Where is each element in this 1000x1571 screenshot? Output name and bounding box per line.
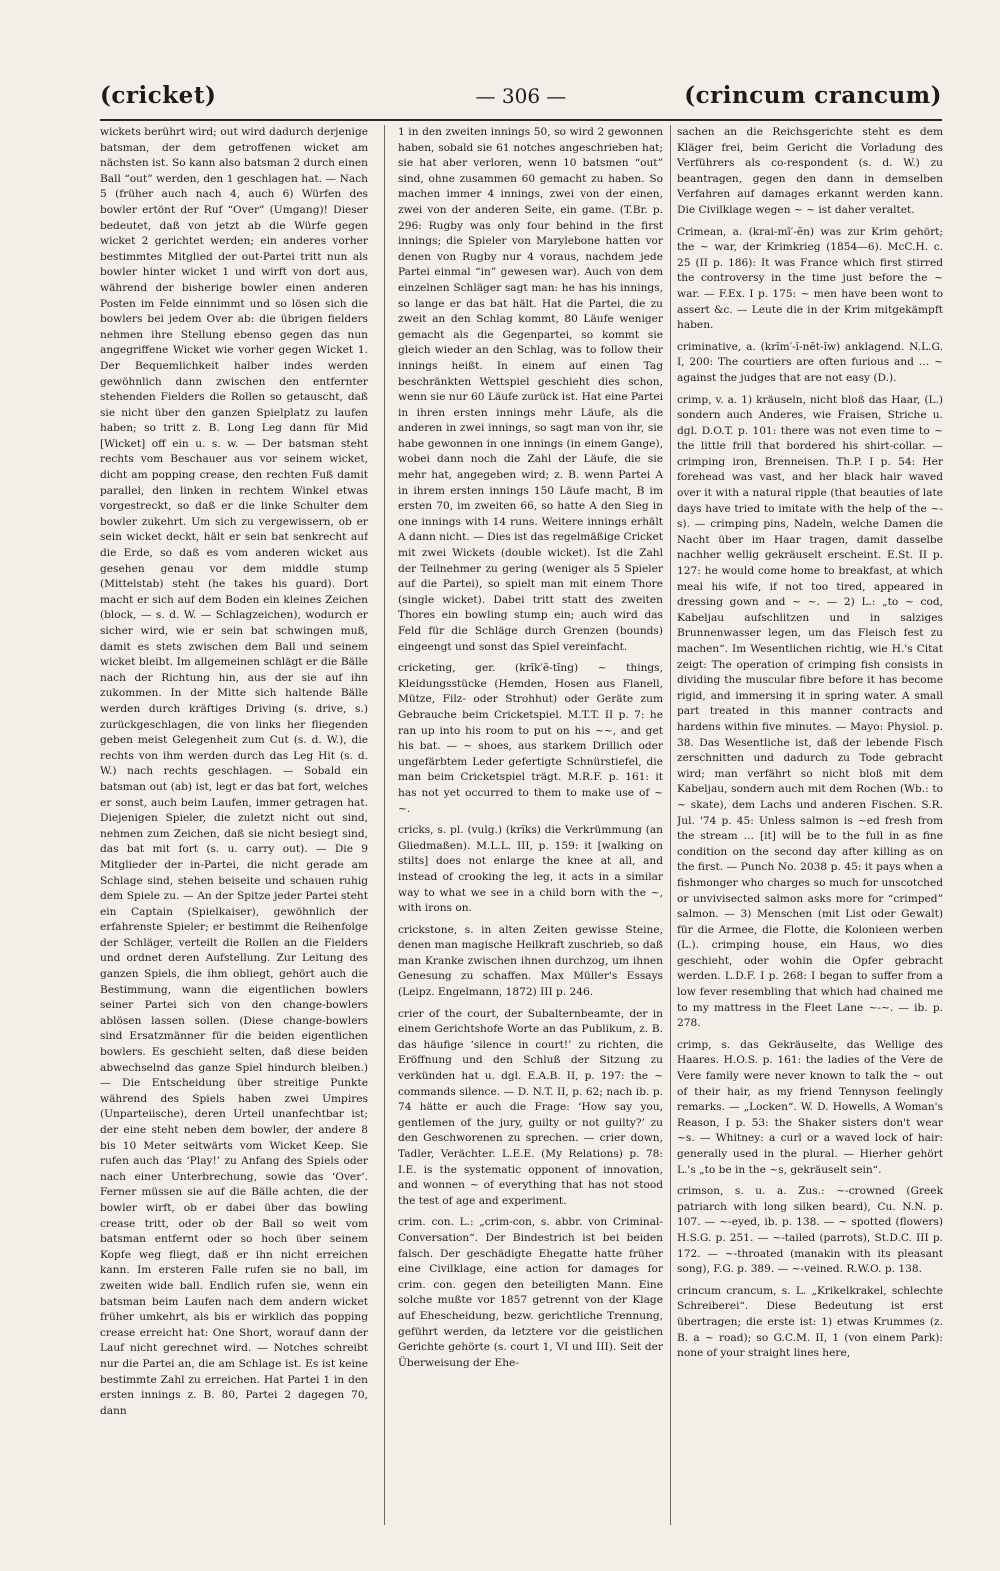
entry-crincum-crancum	[677, 1284, 943, 1362]
column-3	[677, 125, 943, 1525]
entry-crier	[398, 1007, 663, 1210]
entry-text: criminative, a. (krĭm′-ĭ-nĕt-ĭw) anklagend. N.L.G. I, 200: The courtiers are often furious and … ~ against the judges that are not easy (D.).	[677, 340, 943, 384]
header-rule	[100, 119, 942, 121]
entry-crimp-verb	[677, 393, 943, 1032]
page-header	[100, 82, 942, 116]
entry-text: cricks, s. pl. (vulg.) (krĭks) die Verkrümmung (an Gliedmaßen). M.L.L. III, p. 159: it [walking on stilts] does not enlarge the knee at all, and instead of crooking the leg, it acts in a similar way to what we see in a child born with the ~, with irons on.	[398, 824, 663, 915]
entry-text: crier of the court, der Subalternbeamte, der in einem Gerichtshofe Worte an das Publikum, z. B. das häufige ‘silence in court!’ zu richten, die Eröffnung und den Schluß der Sitzung zu verkünden hat u. dgl. E.A.B. II, p. 197: the ~ commands silence. — D. N.T. II, p. 62; nach ib. p. 74 hätte er auch die Frage: ‘How say you, gentlemen of the jury, guilty or not guilty?’ zu den Geschworenen zu sprechen. — crier down, Tadler, Verächter. L.E.E. (My Relations) p. 78: I.E. is the systematic opponent of innovation, and wonnen ~ of everything that has not stood the test of age and experiment.	[398, 1007, 663, 1207]
column-divider-1	[384, 125, 385, 1525]
entry-text: crimp, s. das Gekräuselte, das Wellige des Haares. H.O.S. p. 161: the ladies of the Vere de Vere family were never known to talk the ~ out of their hair, as my friend Tennyson feelingly remarks. — „Locken“. W. D. Howells, A Woman's Reason, I p. 53: the Shaker sisters don't wear ~s. — Whitney: a curl or a waved lock of hair: generally used in the plural. — Hierher gehört L.'s „to be in the ~s, gekräuselt sein“.	[677, 1038, 943, 1176]
entry-crickstone	[398, 923, 663, 1001]
page-number: — 306 —	[475, 84, 567, 108]
entry-text: crickstone, s. in alten Zeiten gewisse Steine, denen man magische Heilkraft zuschrieb, so daß man Kranke zwischen ihnen durchzog, um ihnen Genesung zu schaffen. Max Müller's Essays (Leipz. Engelmann, 1872) III p. 246.	[398, 923, 663, 999]
entry-text: Crimean, a. (krai-mī′-ĕn) was zur Krim gehört; the ~ war, der Krimkrieg (1854—6). McC.H. c. 25 (II p. 186): It was France which first stirred the controversy in the time just before the ~ war. — F.Ex. I p. 175: ~ men have been wont to assert &c. — Leute die in der Krim mitgekämpft haben.	[677, 225, 943, 332]
entry-text: crimson, s. u. a. Zus.: ~-crowned (Greek patriarch with long silken beard), Cu. N.N. p. 107. — ~-eyed, ib. p. 138. — ~ spotted (flowers) H.S.G. p. 251. — ~-tailed (parrots), St.D.C. III p. 172. — ~-throated (manakin with its pleasant song), F.G. p. 389. — ~-veined. R.W.O. p. 138.	[677, 1185, 943, 1276]
column-2	[398, 125, 663, 1525]
entry-cricketing	[398, 661, 663, 817]
column-1	[100, 125, 368, 1525]
entry-crimson	[677, 1184, 943, 1278]
entry-crimean	[677, 225, 943, 334]
entry-text: cricketing, ger. (krĭk′ĕ-tĭng) ~ things, Kleidungsstücke (Hemden, Hosen aus Flanell, Mütze, Filz- oder Strohhut) oder Geräte zum Gebrauche beim Cricketspiel. M.T.T. II p. 7: he ran up into his room to put on his ~~, and get his bat. — ~ shoes, aus starkem Drillich oder ungefärbtem Leder gefertigte Schnürstiefel, die man beim Cricketspiel trägt. M.R.F. p. 161: it has not yet occurred to them to make use of ~ ~.	[398, 662, 663, 815]
paragraph: 1 in den zweiten innings 50, so wird 2 gewonnen haben, sobald sie 61 notches angeschrieben hat; sie hat aber verloren, wenn 10 batsmen “out” sind, ohne zusammen 60 gemacht zu haben. So machen immer 4 innings, zwei von der einen, zwei von der anderen Seite, ein game. (T.Br. p. 296: Rugby was only four behind in the first innings; die Spieler von Marylebone hatten vor denen von Rugby nur 4 voraus, nachdem jede Partei einmal “in” gewesen war). Auch von dem einzelnen Schläger sagt man: he has his innings, so lange er das bat hält. Hat die Partei, die zu zweit an den Schlag kommt, 80 Läufe weniger gemacht als die Gegenpartei, so kommt sie gleich wieder an den Schlag, was to follow their innings heißt. In einem auf einen Tag beschränkten Wettspiel geschieht dies schon, wenn sie nur 60 Läufe zurück ist. Hat eine Partei in ihren ersten innings mehr Läufe, als die anderen in zwei innings, so sagt man von ihr, sie habe gewonnen in one innings (in einem Gange), wobei dann noch die Zahl der Läufe, die sie mehr hat, angegeben wird; z. B. wenn Partei A in ihrem ersten innings 150 Läufe macht, B im ersten 70, im zweiten 66, so hatte A den Sieg in one innings with 14 runs. Weitere innings erhält A dann nicht. — Dies ist das regelmäßige Cricket mit zwei Wickets (double wicket). Ist die Zahl der Teilnehmer zu gering (weniger als 5 Spieler auf die Partei), so spielt man mit einem Thore (single wicket). Dabei tritt statt des zweiten Thores ein bowling stump ein; auch wird das Feld für die Schläge durch Grenzen (bounds) eingeengt und sonst das Spiel vereinfacht.	[398, 126, 663, 653]
entry-text: crimp, v. a. 1) kräuseln, nicht bloß das Haar, (L.) sondern auch Anderes, wie Fraisen, Striche u. dgl. D.O.T. p. 101: there was not even time to ~ the little frill that bordered his shirt-collar. — crimping iron, Brenneisen. Th.P. I p. 54: Her forehead was vast, and her black hair waved over it with a natural ripple (that beauties of late days have tried to imitate with the help of the ~-s). — crimping pins, Nadeln, welche Damen die Nacht über im Haar tragen, damit dasselbe nachher wellig gekräuselt erscheint. E.St. II p. 127: he would come home to breakfast, at which meal his wife, if not too tired, appeared in dressing gown and ~ ~. — 2) L.: „to ~ cod, Kabeljau aufschlitzen und in salziges Brunnenwasser legen, um das Fleisch fest zu machen“. Im Wesentlichen richtig, wie H.'s Citat zeigt: The operation of crimping fish consists in dividing the muscular fibre before it has become rigid, and immersing it in spring water. A small part treated in this manner contracts and hardens within five minutes. — Mayo: Physiol. p. 38. Das Wesentliche ist, daß der lebende Fisch zerschnitten und dadurch zu Tode gebracht wird; man verfährt so nicht bloß mit dem Kabeljau, sondern auch mit dem Rochen (Wb.: to ~ skate), dem Lachs und anderen Fischen. S.R. Jul. '74 p. 45: Unless salmon is ~ed fresh from the stream … [it] will be to the full in as fine condition on the second day after killing as on the first. — Punch No. 2038 p. 45: it pays when a fishmonger who charges so much for unscotched or unvivisected salmon asks more for “crimped” salmon. — 3) Menschen (mit List oder Gewalt) für die Armee, die Flotte, die Kolonieen werben (L.). crimping house, ein Haus, wo dies geschieht, oder wohin die Opfer gebracht werden. L.D.F. I p. 268: I began to suffer from a low fever resembling that which had chained me to my mattress in the Fleet Lane ~-~. — ib. p. 278.	[677, 393, 943, 1030]
entry-crim-con	[398, 1215, 663, 1371]
entry-text: crim. con. L.: „crim-con, s. abbr. von Criminal-Conversation“. Der Bindestrich ist bei beiden falsch. Der geschädigte Ehegatte hatte früher eine Civilklage, eine action for damages for crim. con. gegen den beteiligten Mann. Eine solche mußte vor 1857 getrennt von der Klage auf Ehescheidung, bezw. gerichtliche Trennung, geführt werden, da letztere vor die geistlichen Gerichte gehörte (s. court 1, VI und III). Seit der Überweisung der Ehe-	[398, 1216, 663, 1369]
entry-criminative	[677, 340, 943, 387]
paragraph: sachen an die Reichsgerichte steht es dem Kläger frei, beim Gericht die Vorladung des Verführers als co-respondent (s. d. W.) zu beantragen, gegen den dann in demselben Verfahren auf damages erkannt werden kann. Die Civilklage wegen ~ ~ ist daher veraltet.	[677, 126, 943, 216]
column-divider-2	[670, 125, 671, 1525]
paragraph: wickets berührt wird; out wird dadurch derjenige batsman, der dem getroffenen wicket am nächsten ist. So kann also batsman 2 durch einen Ball “out” werden, den 1 geschlagen hat. — Nach 5 (früher auch nach 4, auch 6) Würfen des bowler ertönt der Ruf “Over” (Umgang)! Dieser bedeutet, daß von jetzt ab die Würfe gegen wicket 2 gerichtet werden; ein anderes vorher bestimmtes Mitglied der out-Partei tritt nun als bowler hinter wicket 1 und wirft von dort aus, während der bisherige bowler einen anderen Posten im Felde einnimmt und so lösen sich die bowlers bei jedem Over ab: die übrigen fielders nehmen ihre Stellung ebenso gegen das nun angegriffene Wicket wie vorher gegen Wicket 1. Der Bequemlichkeit halber indes werden gewöhnlich dann zwischen den entfernter stehenden Fielders die Rollen so getauscht, daß sie nicht über den ganzen Spielplatz zu laufen haben; so tritt z. B. Long Leg dann für Mid [Wicket] off ein u. s. w. — Der batsman steht rechts vom Beschauer aus vor seinem wicket, dicht am popping crease, den rechten Fuß damit parallel, den linken in rechtem Winkel etwas vorgestreckt, so daß er die linke Schulter dem bowler zukehrt. Um sich zu vergewissern, ob er sein wicket deckt, hält er sein bat senkrecht auf die Erde, so daß es vom anderen wicket aus gesehen genau vor dem middle stump (Mittelstab) steht (he takes his guard). Dort macht er sich auf dem Boden ein kleines Zeichen (block, — s. d. W. — Schlagzeichen), wodurch er sicher wird, wie er sein bat schwingen muß, damit es stets zwischen dem Ball und seinem wicket bleibt. Im allgemeinen schlägt er die Bälle nach der Richtung hin, aus der sie auf ihn zukommen. In der Mitte sich haltende Bälle werden durch kräftiges Driving (s. drive, s.) zurückgeschlagen, die von links her fliegenden geben meist Gelegenheit zum Cut (s. d. W.), die rechts von ihm werden durch das Leg Hit (s. d. W.) nach rechts geschlagen. — Sobald ein batsman out (ab) ist, legt er das bat fort, welches er sonst, auch beim Laufen, immer getragen hat. Diejenigen Spieler, die zuletzt nicht out sind, nehmen zum Zeichen, daß sie nicht besiegt sind, das bat mit fort (s. u. carry out). — Die 9 Mitglieder der in-Partei, die nicht gerade am Schlage sind, stehen beiseite und schauen ruhig dem Spiele zu. — An der Spitze jeder Partei steht ein Captain (Spielkaiser), gewöhnlich der erfahrenste Spieler; er bestimmt die Reihenfolge der Schläger, verteilt die Rollen an die Fielders und ordnet deren Aufstellung. Zur Leitung des ganzen Spiels, die ihm obliegt, gehört auch die Bestimmung, wann die eigentlichen bowlers seiner Partei sich von den change-bowlers ablösen lassen sollen. (Diese change-bowlers sind Ersatzmänner für die beiden eigentlichen bowlers. Es geschieht selten, daß diese beiden abwechselnd das ganze Spiel hindurch bleiben.) — Die Entscheidung über streitige Punkte während des Spiels haben zwei Umpires (Unparteiische), deren Urteil unanfechtbar ist; der eine steht neben dem bowler, der andere 8 bis 10 Meter seitwärts vom Wicket Keep. Sie rufen auch das ‘Play!’ zu Anfang des Spiels oder nach einer Unterbrechung, sowie das ‘Over’. Ferner müssen sie auf die Bälle achten, die der bowler wirft, ob er dabei über das bowling crease tritt, oder ob der Ball so weit vom batsman entfernt oder so hoch über seinem Kopfe weg fliegt, daß er ihn nicht erreichen kann. Im ersteren Falle rufen sie no ball, im zweiten wide ball. Endlich rufen sie, wenn ein batsman beim Laufen nach dem andern wicket früher umkehrt, als bis er wirklich das popping crease erreicht hat: One Short, worauf dann der Lauf nicht gerechnet wird. — Notches schreibt nur die Partei an, die am Schlage ist. Es ist keine bestimmte Zahl zu erreichen. Hat Partei 1 in den ersten innings z. B. 80, Partei 2 dagegen 70, dann	[100, 126, 368, 1417]
entry-text: crincum crancum, s. L. „Krikelkrakel, schlechte Schreiberei“. Diese Bedeutung ist erst übertragen; die erste ist: 1) etwas Krummes (z. B. a ~ road); so G.C.M. II, 1 (von einem Park): none of your straight lines here,	[677, 1284, 943, 1360]
header-left-guideword: (cricket)	[100, 82, 217, 109]
entry-crimp-noun	[677, 1038, 943, 1178]
header-right-guideword: (crincum crancum)	[684, 82, 942, 109]
entry-cricks	[398, 823, 663, 917]
